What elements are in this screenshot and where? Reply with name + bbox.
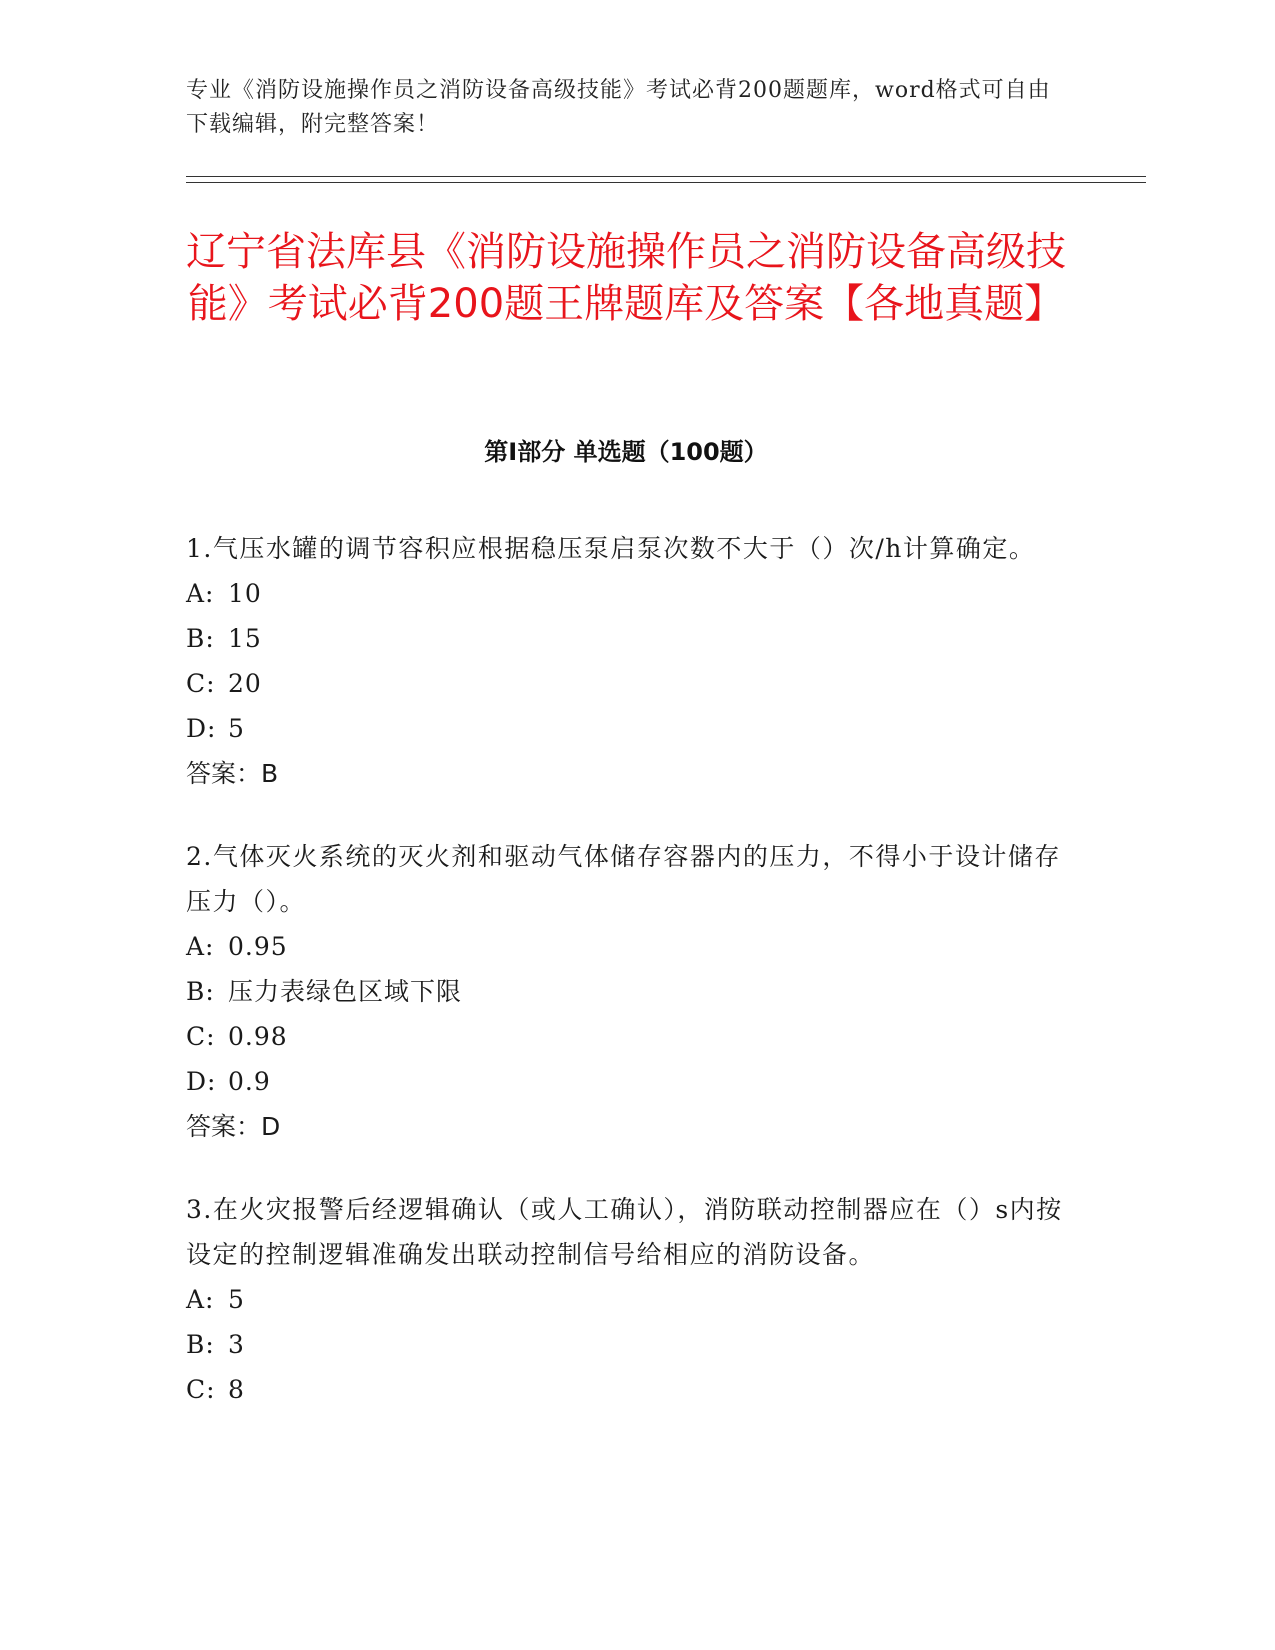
option-a	[186, 571, 1066, 616]
option-text: 5	[228, 1285, 245, 1314]
question-item	[186, 1187, 1066, 1412]
option-c	[186, 1367, 1066, 1412]
option-text: 3	[228, 1330, 245, 1359]
option-text: 10	[228, 579, 262, 608]
option-letter: D:	[186, 1067, 217, 1096]
option-b	[186, 969, 1066, 1014]
document-page	[186, 0, 1146, 1650]
option-text: 0.98	[228, 1022, 288, 1051]
option-letter: B:	[186, 624, 215, 653]
header-note: 专业《消防设施操作员之消防设备高级技能》考试必背200题题库，word格式可自由下载编辑，附完整答案！	[186, 78, 1051, 137]
question-stem: 2.气体灭火系统的灭火剂和驱动气体储存容器内的压力，不得小于设计储存压力（）。	[186, 842, 1061, 916]
question-stem: 3.在火灾报警后经逻辑确认（或人工确认），消防联动控制器应在（）s内按设定的控制逻辑准确发出联动控制信号给相应的消防设备。	[186, 1195, 1063, 1269]
option-letter: A:	[186, 932, 215, 961]
option-letter: C:	[186, 1022, 216, 1051]
option-letter: B:	[186, 977, 215, 1006]
question-stem: 1.气压水罐的调节容积应根据稳压泵启泵次数不大于（）次/h计算确定。	[186, 534, 1036, 563]
option-text: 8	[228, 1375, 245, 1404]
option-text: 0.95	[228, 932, 288, 961]
option-c	[186, 661, 1066, 706]
option-a	[186, 924, 1066, 969]
option-letter: D:	[186, 714, 217, 743]
question-item	[186, 834, 1066, 1149]
option-b	[186, 1322, 1066, 1367]
answer-line: 答案：B	[186, 759, 279, 788]
option-c	[186, 1014, 1066, 1059]
option-text: 20	[228, 669, 262, 698]
option-text: 0.9	[228, 1067, 271, 1096]
document-title: 辽宁省法库县《消防设施操作员之消防设备高级技能》考试必背200题王牌题库及答案【各地真题】	[186, 229, 1066, 327]
header-divider-top	[186, 176, 1146, 177]
option-text: 压力表绿色区域下限	[228, 977, 463, 1006]
answer-line: 答案：D	[186, 1112, 281, 1141]
section-heading: 第I部分 单选题（100题）	[484, 438, 768, 466]
option-text: 15	[228, 624, 262, 653]
question-list	[186, 526, 1066, 1450]
option-d	[186, 706, 1066, 751]
option-letter: A:	[186, 579, 215, 608]
option-letter: C:	[186, 1375, 216, 1404]
option-letter: A:	[186, 1285, 215, 1314]
option-letter: B:	[186, 1330, 215, 1359]
option-text: 5	[228, 714, 245, 743]
option-b	[186, 616, 1066, 661]
option-letter: C:	[186, 669, 216, 698]
question-item	[186, 526, 1066, 796]
header-divider-bottom	[186, 182, 1146, 183]
option-d	[186, 1059, 1066, 1104]
option-a	[186, 1277, 1066, 1322]
